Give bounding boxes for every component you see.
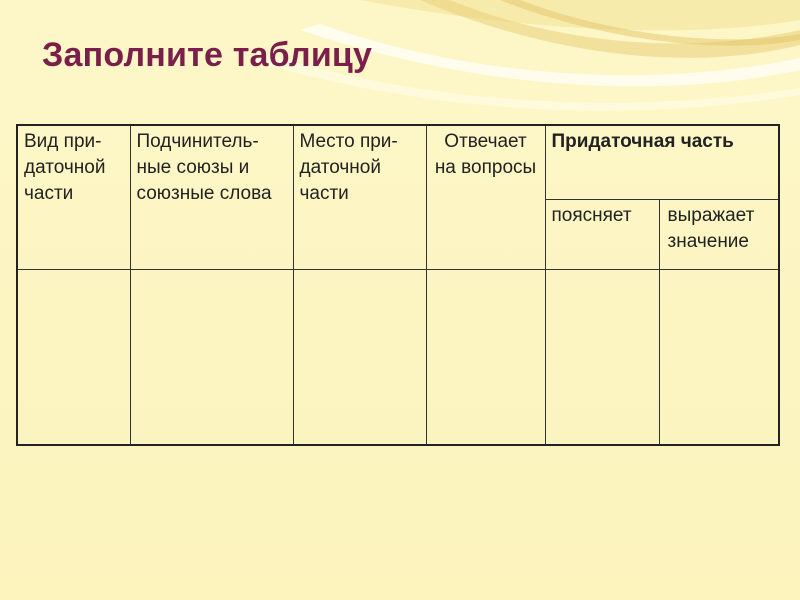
header-conjunctions: Подчинитель-ные союзы и союзные слова: [130, 125, 293, 269]
fill-in-table: [16, 124, 780, 446]
table-cell[interactable]: [17, 269, 130, 445]
table-cell[interactable]: [545, 269, 659, 445]
header-answers-questions: Отвечает на вопросы: [426, 125, 545, 269]
table-cell[interactable]: [659, 269, 779, 445]
table-cell[interactable]: [130, 269, 293, 445]
header-explains: поясняет: [545, 199, 659, 269]
table-cell[interactable]: [426, 269, 545, 445]
table-row: [17, 269, 779, 445]
table-header-row: [17, 125, 779, 199]
slide-title: Заполните таблицу: [42, 36, 373, 74]
header-subordinate-clause: Придаточная часть: [545, 125, 779, 199]
table-cell[interactable]: [293, 269, 426, 445]
header-clause-position: Место при-даточной части: [293, 125, 426, 269]
header-clause-type: Вид при-даточной части: [17, 125, 130, 269]
header-expresses-meaning: выражает значение: [659, 199, 779, 269]
